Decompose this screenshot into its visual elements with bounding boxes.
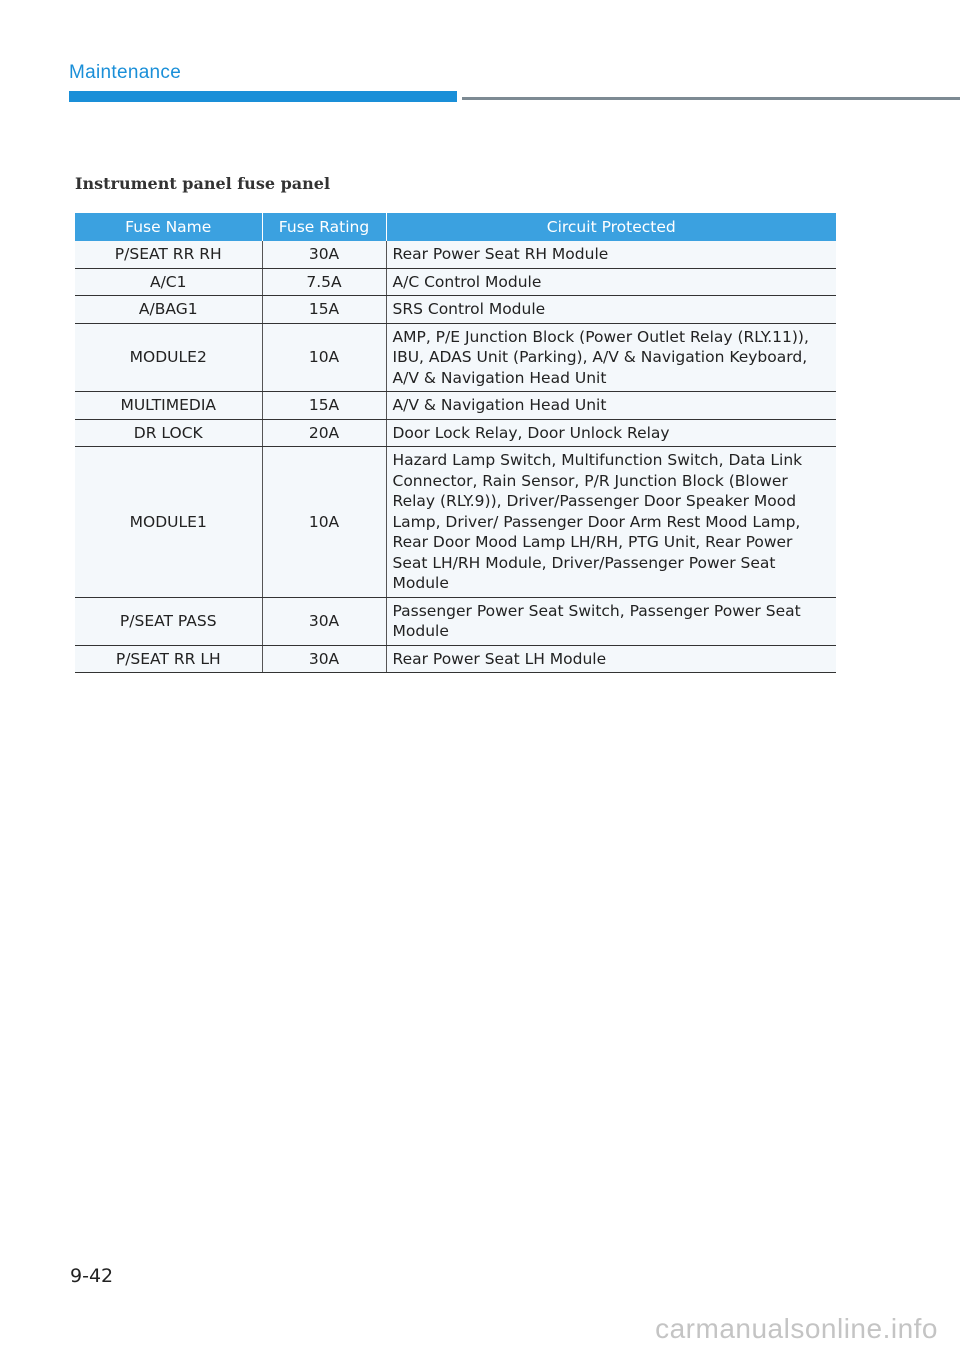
table-header-row bbox=[75, 213, 836, 241]
watermark: carmanualsonline.info bbox=[655, 1313, 938, 1344]
header-rule-gray bbox=[462, 97, 960, 100]
column-header-fuse-rating: Fuse Rating bbox=[262, 213, 386, 241]
fuse-rating-cell: 15A bbox=[262, 296, 386, 324]
circuit-protected-cell: Rear Power Seat LH Module bbox=[386, 645, 836, 673]
fuse-rating-cell: 7.5A bbox=[262, 268, 386, 296]
table-row bbox=[75, 392, 836, 420]
fuse-rating-cell: 10A bbox=[262, 447, 386, 598]
table-row bbox=[75, 645, 836, 673]
circuit-protected-cell: SRS Control Module bbox=[386, 296, 836, 324]
fuse-name-cell: MODULE2 bbox=[75, 323, 262, 392]
circuit-protected-cell: AMP, P/E Junction Block (Power Outlet Relay (RLY.11)), IBU, ADAS Unit (Parking), A/V & Navigation Keyboard, A/V & Navigation Head Unit bbox=[386, 323, 836, 392]
circuit-protected-cell: Rear Power Seat RH Module bbox=[386, 241, 836, 268]
column-header-circuit-protected: Circuit Protected bbox=[386, 213, 836, 241]
fuse-rating-cell: 30A bbox=[262, 597, 386, 645]
fuse-name-cell: DR LOCK bbox=[75, 419, 262, 447]
table-row bbox=[75, 447, 836, 598]
fuse-name-cell: MODULE1 bbox=[75, 447, 262, 598]
table-row bbox=[75, 268, 836, 296]
doc-heading: Instrument panel fuse panel bbox=[75, 174, 331, 193]
fuse-rating-cell: 30A bbox=[262, 645, 386, 673]
circuit-protected-cell: Hazard Lamp Switch, Multifunction Switch, Data Link Connector, Rain Sensor, P/R Junction Block (Blower Relay (RLY.9)), Driver/Passenger Door Speaker Mood Lamp, Driver/ Passenger Door Arm Rest Mood Lamp, Rear Door Mood Lamp LH/RH, PTG Unit, Rear Power Seat LH/RH Module, Driver/Passenger Power Seat Module bbox=[386, 447, 836, 598]
fuse-name-cell: A/C1 bbox=[75, 268, 262, 296]
fuse-table-body bbox=[75, 241, 836, 673]
circuit-protected-cell: A/C Control Module bbox=[386, 268, 836, 296]
fuse-rating-cell: 20A bbox=[262, 419, 386, 447]
fuse-rating-cell: 10A bbox=[262, 323, 386, 392]
circuit-protected-cell: Passenger Power Seat Switch, Passenger Power Seat Module bbox=[386, 597, 836, 645]
column-header-fuse-name: Fuse Name bbox=[75, 213, 262, 241]
table-row bbox=[75, 323, 836, 392]
fuse-name-cell: A/BAG1 bbox=[75, 296, 262, 324]
table-row bbox=[75, 419, 836, 447]
fuse-rating-cell: 30A bbox=[262, 241, 386, 268]
fuse-name-cell: P/SEAT RR LH bbox=[75, 645, 262, 673]
table-row bbox=[75, 241, 836, 268]
fuse-name-cell: MULTIMEDIA bbox=[75, 392, 262, 420]
circuit-protected-cell: A/V & Navigation Head Unit bbox=[386, 392, 836, 420]
page-number: 9-42 bbox=[70, 1265, 114, 1287]
fuse-table bbox=[75, 213, 836, 673]
section-title: Maintenance bbox=[69, 62, 182, 83]
table-row bbox=[75, 296, 836, 324]
fuse-rating-cell: 15A bbox=[262, 392, 386, 420]
table-row bbox=[75, 597, 836, 645]
circuit-protected-cell: Door Lock Relay, Door Unlock Relay bbox=[386, 419, 836, 447]
fuse-name-cell: P/SEAT RR RH bbox=[75, 241, 262, 268]
header-rule-accent bbox=[69, 91, 457, 102]
fuse-name-cell: P/SEAT PASS bbox=[75, 597, 262, 645]
